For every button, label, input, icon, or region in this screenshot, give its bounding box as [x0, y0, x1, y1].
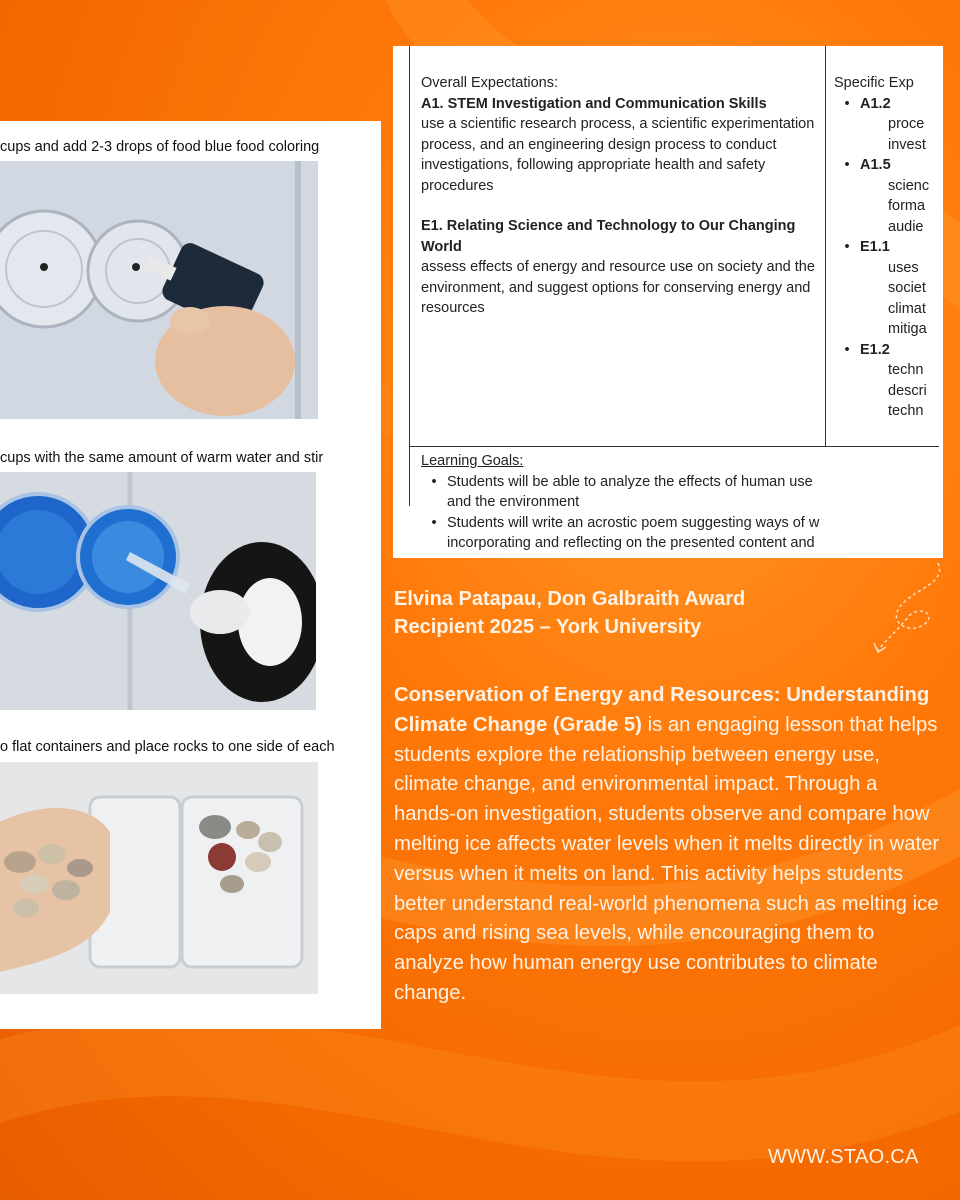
- specific-line: descri: [888, 382, 927, 399]
- a1-description: use a scientific research process, a scientific experimentation process, and an engineering design process to conduct investigations, following appropriate health and safety procedures: [421, 116, 815, 194]
- table-border-middle: [825, 46, 826, 446]
- specific-expectations: Specific Exp • A1.2 proce invest • A1.5 scienc forma audie • E1.1 uses societ climat mitiga • E1.2 techn descri techn: [834, 73, 943, 422]
- specific-expectations-heading: Specific Exp: [834, 75, 914, 91]
- specific-line: techn: [888, 362, 924, 378]
- goal-2-line-1: Students will write an acrostic poem suggesting ways of w: [447, 514, 820, 531]
- step-instruction-2: cups with the same amount of warm water and stir: [0, 450, 324, 466]
- goal-1-line-1: Students will be able to analyze the effects of human use: [447, 473, 813, 490]
- author-line-2: Recipient 2025 – York University: [394, 616, 702, 638]
- specific-line: forma: [888, 198, 926, 214]
- specific-line: uses: [888, 259, 919, 276]
- worksheet-panel: [0, 121, 381, 1029]
- table-border-left: [409, 46, 410, 506]
- a1-title: A1. STEM Investigation and Communication Skills: [421, 95, 767, 112]
- step-instruction-3: o flat containers and place rocks to one side of each: [0, 739, 335, 755]
- lesson-description: [394, 681, 942, 1009]
- goal-1-line-2: and the environment: [447, 494, 580, 510]
- specific-code: A1.2: [860, 95, 891, 112]
- specific-line: proce: [888, 116, 925, 132]
- specific-line: audie: [888, 218, 924, 235]
- specific-code: E1.1: [860, 239, 890, 255]
- author-credit: [394, 585, 914, 641]
- author-line-1: Elvina Patapau, Don Galbraith Award: [394, 588, 746, 610]
- specific-line: societ: [888, 280, 926, 296]
- specific-line: climat: [888, 300, 926, 317]
- lesson-body: is an engaging lesson that helps students explore the relationship between energy use, climate change, and environmental impact. Through a hands-on investigation, students observe and compare how melting ice affects water levels when it melts directly in water versus when it melts on land. This activity helps students better understand real-world phenomena such as melting ice caps and rising sea levels, while encouraging them to analyze how human energy use contributes to climate change.: [394, 713, 940, 1004]
- rocks-in-containers-photo: [0, 762, 318, 994]
- learning-goals-heading: Learning Goals:: [421, 453, 524, 469]
- specific-line: techn: [888, 403, 924, 419]
- specific-code: A1.5: [860, 157, 891, 173]
- table-border-bottom: [409, 446, 939, 447]
- overall-expectations-heading: Overall Expectations:: [421, 75, 559, 91]
- blue-water-pouring-photo: [0, 472, 316, 710]
- e1-description: assess effects of energy and resource use on society and the environment, and suggest options for conserving energy and resources: [421, 259, 815, 316]
- e1-title: E1. Relating Science and Technology to Our Changing World: [421, 218, 796, 255]
- cups-with-dropper-photo: [0, 161, 318, 419]
- specific-line: invest: [888, 136, 926, 153]
- specific-code: E1.2: [860, 341, 890, 358]
- website-link[interactable]: WWW.STAO.CA: [768, 1146, 919, 1168]
- step-instruction-1: cups and add 2-3 drops of food blue food coloring: [0, 139, 320, 155]
- overall-expectations: [421, 73, 821, 319]
- goal-2-line-2: incorporating and reflecting on the presented content and: [447, 535, 815, 551]
- lesson-title: Conservation of Energy and Resources: Understanding Climate Change (Grade 5): [394, 684, 930, 736]
- specific-line: mitiga: [888, 321, 927, 337]
- learning-goals: Learning Goals: • Students will be able to analyze the effects of human use and the environment • Students will write an acrostic poem suggesting ways of w incorporating and reflecting on the presented content and: [421, 451, 943, 554]
- curriculum-document-excerpt: [393, 46, 943, 558]
- specific-line: scienc: [888, 177, 930, 194]
